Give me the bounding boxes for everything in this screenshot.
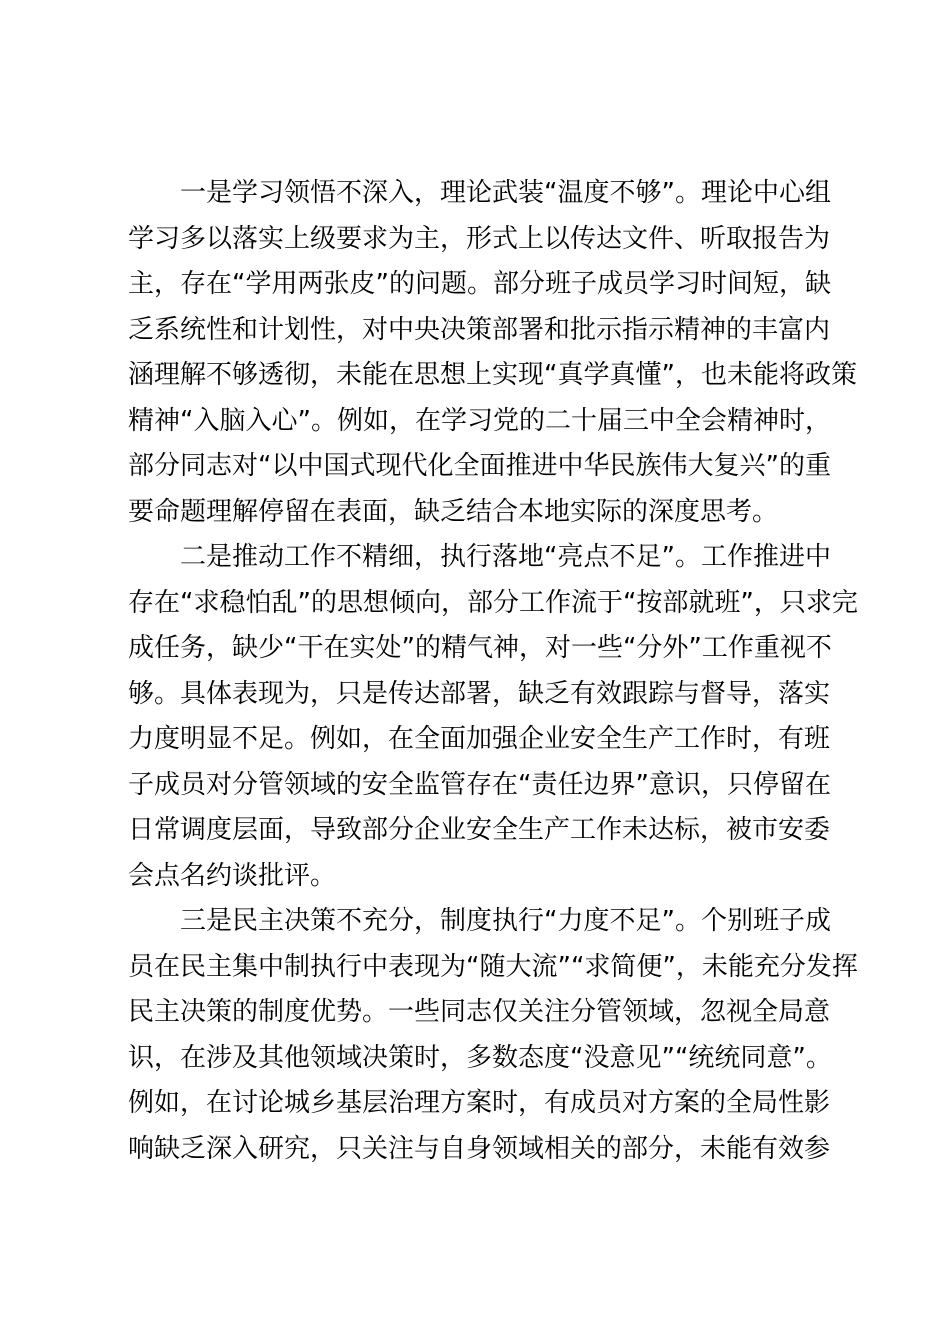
text-line: 识，在涉及其他领域决策时，多数态度“没意见”“统统同意”。 bbox=[128, 1042, 832, 1073]
document-body bbox=[128, 171, 858, 1172]
text-line: 乏系统性和计划性，对中央决策部署和批示指示精神的丰富内 bbox=[128, 314, 831, 345]
text-line: 一是学习领悟不深入，理论武装“温度不够”。理论中心组 bbox=[180, 178, 831, 208]
text-line: 部分同志对“以中国式现代化全面推进中华民族伟大复兴”的重 bbox=[128, 451, 831, 481]
text-line: 成任务，缺少“干在实处”的精气神，对一些“分外”工作重视不 bbox=[128, 633, 832, 663]
text-line: 力度明显不足。例如，在全面加强企业安全生产工作时，有班 bbox=[128, 724, 831, 754]
text-line: 民主决策的制度优势。一些同志仅关注分管领域，忽视全局意 bbox=[128, 997, 831, 1027]
text-line: 员在民主集中制执行中表现为“随大流”“求简便”，未能充分发挥 bbox=[128, 951, 858, 982]
text-line: 日常调度层面，导致部分企业安全生产工作未达标，被市安委 bbox=[128, 815, 831, 845]
paragraph-1 bbox=[128, 171, 857, 535]
text-line: 够。具体表现为，只是传达部署，缺乏有效跟踪与督导，落实 bbox=[128, 678, 831, 709]
text-line: 主，存在“学用两张皮”的问题。部分班子成员学习时间短，缺 bbox=[128, 269, 831, 299]
text-line: 会点名约谈批评。 bbox=[128, 860, 337, 891]
text-line: 二是推动工作不精细，执行落地“亮点不足”。工作推进中 bbox=[180, 542, 831, 572]
paragraph-3 bbox=[128, 899, 858, 1172]
text-line: 要命题理解停留在表面，缺乏结合本地实际的深度思考。 bbox=[128, 496, 779, 527]
text-line: 涵理解不够透彻，未能在思想上实现“真学真懂”，也未能将政策 bbox=[128, 360, 857, 390]
text-line: 响缺乏深入研究，只关注与自身领域相关的部分，未能有效参 bbox=[128, 1133, 831, 1164]
text-line: 精神“入脑入心”。例如，在学习党的二十届三中全会精神时， bbox=[128, 405, 831, 436]
text-line: 学习多以落实上级要求为主，形式上以传达文件、听取报告为 bbox=[128, 223, 831, 254]
text-line: 子成员对分管领域的安全监管存在“责任边界”意识，只停留在 bbox=[128, 769, 831, 800]
text-line: 例如，在讨论城乡基层治理方案时，有成员对方案的全局性影 bbox=[128, 1088, 831, 1118]
text-line: 三是民主决策不充分，制度执行“力度不足”。个别班子成 bbox=[180, 906, 831, 936]
paragraph-2 bbox=[128, 535, 858, 899]
text-line: 存在“求稳怕乱”的思想倾向，部分工作流于“按部就班”，只求完 bbox=[128, 587, 858, 618]
